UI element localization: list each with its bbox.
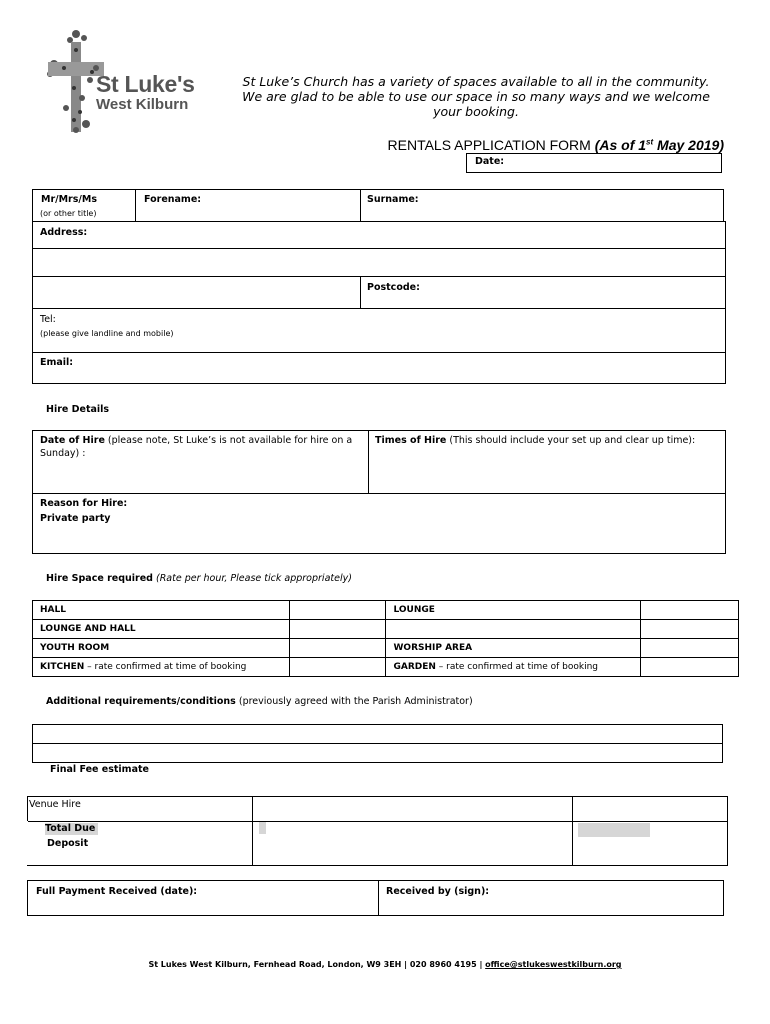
- date-of-hire-note: (please note, St Luke’s is not available for hire on a: [104, 435, 353, 446]
- received-by-field[interactable]: [378, 880, 724, 916]
- space-garden-note: – rate confirmed at time of booking: [435, 662, 599, 672]
- table-row: [33, 601, 739, 620]
- intro-text: [226, 74, 726, 119]
- email-label: Email:: [40, 357, 74, 368]
- title-field[interactable]: [32, 189, 136, 222]
- space-lounge-tick[interactable]: [641, 601, 739, 620]
- forename-field[interactable]: [135, 189, 361, 222]
- date-of-hire-note-2: Sunday) :: [40, 448, 86, 459]
- space-kitchen-label: KITCHEN: [40, 662, 85, 672]
- venue-hire-label-cell: [27, 796, 253, 822]
- times-of-hire-field[interactable]: [368, 430, 726, 494]
- space-garden-cell: [386, 658, 641, 677]
- venue-hire-label: Venue Hire: [29, 799, 81, 810]
- additional-heading: [46, 696, 473, 708]
- intro-line-2: We are glad to be able to use our space in so many ways and we welcome: [242, 89, 710, 104]
- address-label: Address:: [40, 227, 88, 238]
- address-field-3[interactable]: [32, 276, 361, 309]
- surname-field[interactable]: [360, 189, 724, 222]
- space-kitchen-note: – rate confirmed at time of booking: [84, 662, 247, 672]
- title-label: Mr/Mrs/Ms: [41, 194, 97, 205]
- date-of-hire-label: Date of Hire: [40, 435, 105, 446]
- additional-heading-note: (previously agreed with the Parish Administrator): [235, 696, 473, 707]
- tel-label: Tel:: [40, 314, 56, 325]
- form-title-date-prefix: (As of 1: [594, 137, 647, 153]
- total-due-label: Total Due: [45, 823, 98, 835]
- date-field[interactable]: [466, 153, 722, 173]
- total-due-field[interactable]: [252, 821, 573, 866]
- form-title: [388, 137, 724, 153]
- space-youth-room-label: YOUTH ROOM: [33, 639, 290, 658]
- reason-for-hire-label: Reason for Hire:: [40, 498, 128, 509]
- intro-line-3: your booking.: [433, 104, 519, 119]
- title-note: (or other title): [40, 209, 97, 218]
- times-of-hire-text: [375, 435, 695, 447]
- hire-space-heading-note: (Rate per hour, Please tick appropriately): [152, 573, 352, 584]
- postcode-field[interactable]: [360, 276, 726, 309]
- times-of-hire-label: Times of Hire: [375, 435, 447, 446]
- payment-date-label: Full Payment Received (date):: [36, 886, 198, 897]
- empty-cell: [641, 620, 739, 639]
- space-garden-label: GARDEN: [393, 662, 436, 672]
- footer: [0, 960, 770, 969]
- logo-subtitle: West Kilburn: [96, 96, 189, 113]
- received-by-label: Received by (sign):: [386, 886, 490, 897]
- space-kitchen-tick[interactable]: [289, 658, 386, 677]
- table-row: [33, 620, 739, 639]
- email-field[interactable]: [32, 352, 726, 384]
- additional-field-2[interactable]: [32, 743, 723, 763]
- empty-cell: [386, 620, 641, 639]
- space-lounge-label: LOUNGE: [386, 601, 641, 620]
- hire-space-heading-label: Hire Space required: [46, 573, 153, 584]
- surname-label: Surname:: [367, 194, 419, 205]
- date-of-hire-text: [40, 435, 365, 447]
- deposit-label: Deposit: [47, 838, 89, 849]
- space-garden-tick[interactable]: [641, 658, 739, 677]
- space-kitchen-cell: [33, 658, 290, 677]
- table-row: [33, 658, 739, 677]
- fee-rows-left: [27, 821, 253, 866]
- form-title-sup: st: [646, 137, 654, 147]
- date-label: Date:: [475, 156, 505, 167]
- reason-for-hire-value: Private party: [40, 513, 111, 524]
- hire-space-heading: [46, 573, 352, 585]
- address-field-1[interactable]: [32, 221, 726, 249]
- date-of-hire-field[interactable]: [32, 430, 369, 494]
- reason-for-hire-field[interactable]: [32, 493, 726, 554]
- total-due-amount-highlight: [578, 823, 650, 837]
- space-lounge-and-hall-tick[interactable]: [289, 620, 386, 639]
- forename-label: Forename:: [144, 194, 202, 205]
- additional-field-1[interactable]: [32, 724, 723, 744]
- space-hall-tick[interactable]: [289, 601, 386, 620]
- form-title-date-suffix: May 2019): [653, 137, 724, 153]
- logo-title: St Luke's: [96, 71, 195, 97]
- fee-heading: Final Fee estimate: [50, 764, 149, 775]
- space-youth-room-tick[interactable]: [289, 639, 386, 658]
- space-worship-area-label: WORSHIP AREA: [386, 639, 641, 658]
- times-of-hire-note: (This should include your set up and clear up time):: [446, 435, 696, 446]
- venue-hire-field[interactable]: [252, 796, 573, 822]
- form-title-main: RENTALS APPLICATION FORM: [387, 137, 595, 153]
- total-due-amount-field[interactable]: [572, 821, 728, 866]
- space-worship-area-tick[interactable]: [641, 639, 739, 658]
- fee-bottom-line: [27, 865, 253, 866]
- intro-line-1: St Luke’s Church has a variety of spaces available to all in the community.: [242, 74, 710, 89]
- tel-field[interactable]: [32, 308, 726, 353]
- table-row: [33, 639, 739, 658]
- logo: [46, 28, 216, 136]
- hire-details-heading: Hire Details: [46, 404, 110, 415]
- hire-space-table: [32, 600, 739, 677]
- footer-address: St Lukes West Kilburn, Fernhead Road, London, W9 3EH | 020 8960 4195 |: [148, 960, 486, 969]
- payment-date-field[interactable]: [27, 880, 379, 916]
- tel-note: (please give landline and mobile): [40, 329, 174, 338]
- space-hall-label: HALL: [33, 601, 290, 620]
- venue-hire-amount-field[interactable]: [572, 796, 728, 822]
- postcode-label: Postcode:: [367, 282, 420, 293]
- additional-heading-label: Additional requirements/conditions: [46, 696, 236, 707]
- total-due-highlight: [259, 822, 266, 834]
- address-field-2[interactable]: [32, 248, 726, 277]
- footer-email-link[interactable]: office@stlukeswestkilburn.org: [485, 960, 622, 969]
- space-lounge-and-hall-label: LOUNGE AND HALL: [33, 620, 290, 639]
